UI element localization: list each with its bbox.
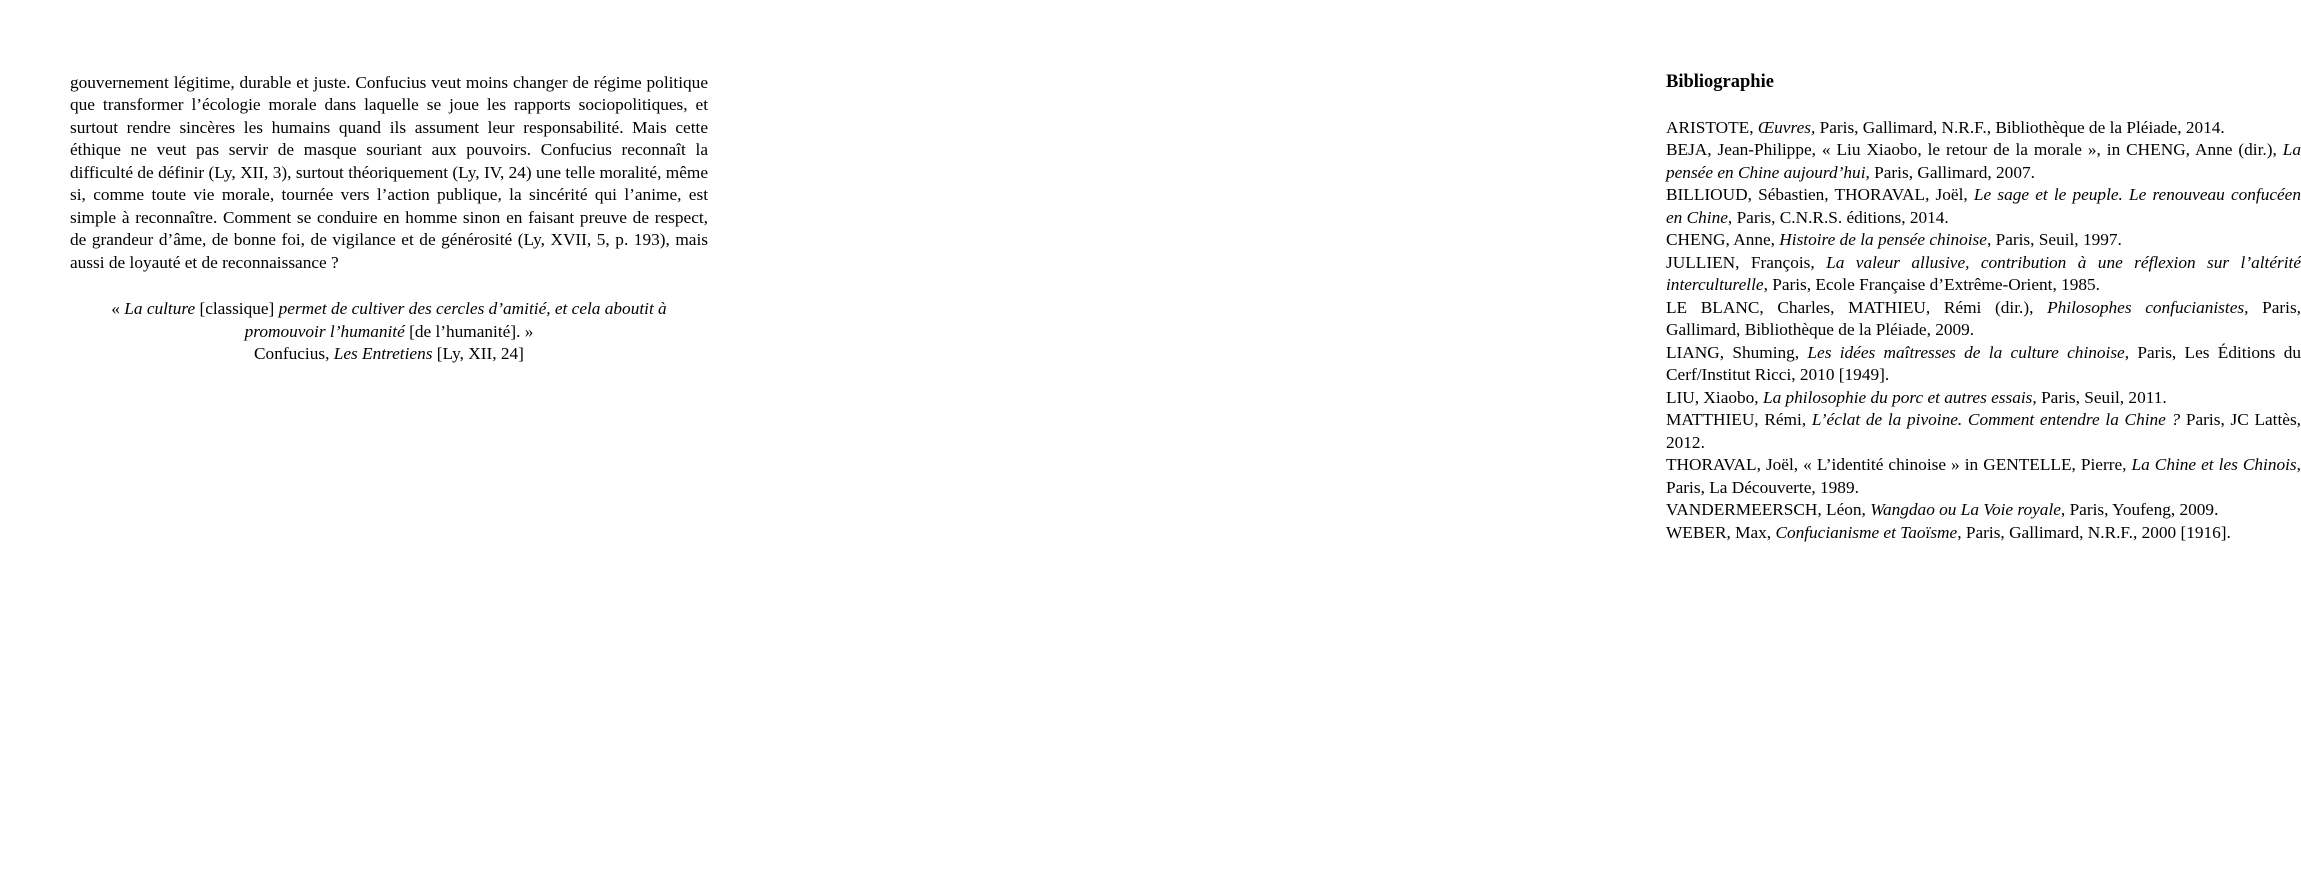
bibliography-entry: BILLIOUD, Sébastien, THORAVAL, Joël, Le sage et le peuple. Le renouveau confucéen en Chine, Paris, C.N.R.S. éditions, 2014. <box>1666 185 2301 227</box>
body-paragraph: gouvernement légitime, durable et juste. Confucius veut moins changer de régime politique que transformer l’écologie morale dans laquelle se joue les rapports sociopolitiques, et surtout rendre sincères les humains quand ils assument leur responsabilité. Mais cette éthique ne veut pas servir de masque souriant aux pouvoirs. Confucius reconnaît la difficulté de définir (Ly, XII, 3), surtout théoriquement (Ly, IV, 24) une telle moralité, même si, comme toute vie morale, tournée vers l’action publique, la sincérité qui l’anime, est simple à reconnaître. Comment se conduire en homme sinon en faisant preuve de respect, de grandeur d’âme, de bonne foi, de vigilance et de générosité (Ly, XVII, 5, p. 193), mais aussi de loyauté et de reconnaissance ? <box>70 73 708 272</box>
bibliography-entry: MATTHIEU, Rémi, L’éclat de la pivoine. Comment entendre la Chine ? Paris, JC Lattès, 2012. <box>1666 410 2301 452</box>
right-page-content <box>1666 72 2301 544</box>
bibliography-list <box>1666 117 2301 544</box>
bibliography-entry: ARISTOTE, Œuvres, Paris, Gallimard, N.R.F., Bibliothèque de la Pléiade, 2014. <box>1666 118 2225 137</box>
bibliography-heading: Bibliographie <box>1666 72 1774 92</box>
bibliography-entry: JULLIEN, François, La valeur allusive, contribution à une réflexion sur l’altérité interculturelle, Paris, Ecole Française d’Extrême-Orient, 1985. <box>1666 252 2301 295</box>
bibliography-entry: LIANG, Shuming, Les idées maîtresses de la culture chinoise, Paris, Les Éditions du Cerf/Institut Ricci, 2010 [1949]. <box>1666 342 2301 385</box>
quote-text: « La culture [classique] permet de cultiver des cercles d’amitié, et cela aboutit à promouvoir l’humanité [de l’humanité]. » <box>111 299 667 341</box>
bibliography-entry: CHENG, Anne, Histoire de la pensée chinoise, Paris, Seuil, 1997. <box>1666 230 2122 250</box>
bibliography-entry: VANDERMEERSCH, Léon, Wangdao ou La Voie royale, Paris, Youfeng, 2009. <box>1666 500 2219 520</box>
page-right <box>800 0 2301 879</box>
left-page-content <box>70 72 708 366</box>
page-left <box>0 0 800 879</box>
bibliography-entry: LE BLANC, Charles, MATHIEU, Rémi (dir.), Philosophes confucianistes, Paris, Gallimard, Bibliothèque de la Pléiade, 2009. <box>1666 297 2301 340</box>
bibliography-entry: THORAVAL, Joël, « L’identité chinoise » in GENTELLE, Pierre, La Chine et les Chinois, Paris, La Découverte, 1989. <box>1666 455 2301 497</box>
bibliography-entry: WEBER, Max, Confucianisme et Taoïsme, Paris, Gallimard, N.R.F., 2000 [1916]. <box>1666 522 2231 542</box>
pull-quote <box>70 298 708 365</box>
quote-attribution: Confucius, Les Entretiens [Ly, XII, 24] <box>254 344 524 364</box>
bibliography-entry: LIU, Xiaobo, La philosophie du porc et autres essais, Paris, Seuil, 2011. <box>1666 387 2167 407</box>
bibliography-entry: BEJA, Jean-Philippe, « Liu Xiaobo, le retour de la morale », in CHENG, Anne (dir.), La pensée en Chine aujourd’hui, Paris, Gallimard, 2007. <box>1666 140 2301 182</box>
